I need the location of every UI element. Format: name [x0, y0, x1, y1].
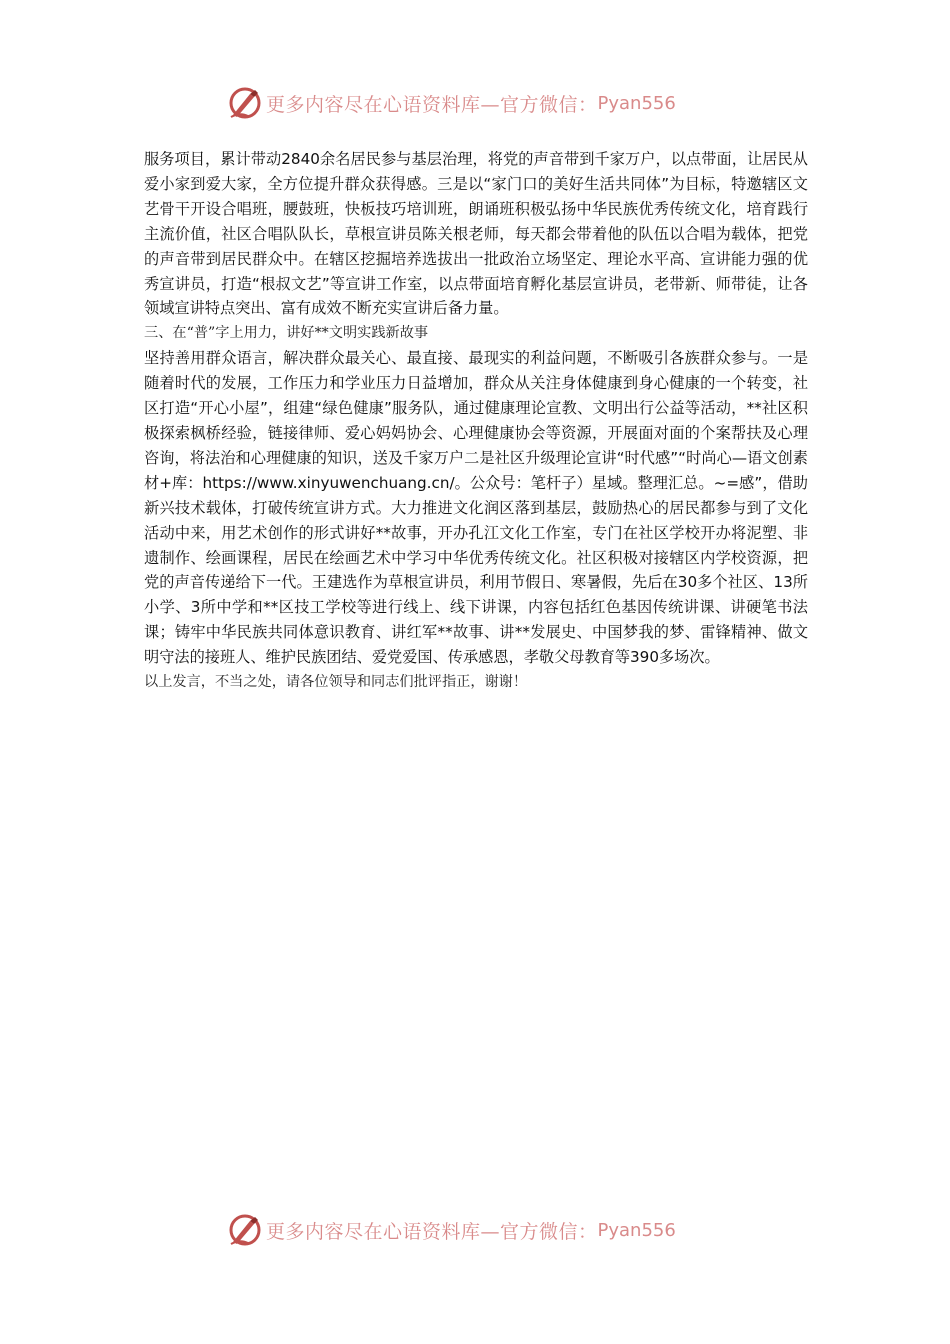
paragraph-1: 服务项目，累计带动2840余名居民参与基层治理，将党的声音带到千家万户，以点带面，让居民从爱小家到爱大家，全方位提升群众获得感。三是以“家门口的美好生活共同体”为目标，特邀辖区文艺骨干开设合唱班，腰鼓班，快板技巧培训班，朗诵班积极弘扬中华民族优秀传统文化，培育践行主流价值，社区合唱队队长，草根宣讲员陈关根老师，每天都会带着他的队伍以合唱为载体，把党的声音带到居民群众中。在辖区挖掘培养选拔出一批政治立场坚定、理论水平高、宣讲能力强的优秀宣讲员，打造“根叔文艺”等宣讲工作室，以点带面培育孵化基层宣讲员，老带新、师带徒，让各领域宣讲特点突出、富有成效不断充实宣讲后备力量。 [144, 150, 808, 318]
banner-text: 更多内容尽在心语资料库—官方微信： [266, 93, 598, 116]
paragraph-2: 坚持善用群众语言，解决群众最关心、最直接、最现实的利益问题，不断吸引各族群众参与。一是随着时代的发展，工作压力和学业压力日益增加，群众从关注身体健康到身心健康的一个转变，社区打造“开心小屋”，组建“绿色健康”服务队，通过健康理论宣教、文明出行公益等活动，**社区积极探索枫桥经验，链接律师、爱心妈妈协会、心理健康协会等资源，开展面对面的个案帮扶及心理咨询，将法治和心理健康的知识，送及千家万户二是社区升级理论宣讲“时代感”“时尚心—语文创素材+库：https://www.xinyuwenchuang.cn/。公众号：笔杆子）星域。整理汇总。~=感”，借助新兴技术载体，打破传统宣讲方式。大力推进文化润区落到基层，鼓励热心的居民都参与到了文化活动中来，用艺术创作的形式讲好**故事，开办孔江文化工作室，专门在社区学校开办将泥塑、非遗制作、绘画课程，居民在绘画艺术中学习中华优秀传统文化。社区积极对接辖区内学校资源，把党的声音传递给下一代。王建选作为草根宣讲员，利用节假日、寒暑假，先后在30多个社区、13所小学、3所中学和**区技工学校等进行线上、线下讲课，内容包括红色基因传统讲课、讲硬笔书法课；铸牢中华民族共同体意识教育、讲红军**故事、讲**发展史、中国梦我的梦、雷锋精神、做文明守法的接班人、维护民族团结、爱党爱国、传承感恩，孝敬父母教育等390多场次。 [144, 349, 808, 667]
document-body [144, 147, 808, 695]
footer-banner [228, 1212, 722, 1248]
header-banner [228, 85, 722, 121]
closing-remark: 以上发言，不当之处，请各位领导和同志们批评指正，谢谢！ [144, 674, 528, 691]
pen-in-circle-icon [228, 86, 262, 120]
section-heading-3: 三、在“普”字上用力，讲好**文明实践新故事 [144, 325, 429, 342]
banner-text: 更多内容尽在心语资料库—官方微信： [266, 1220, 598, 1243]
banner-wechat-id: Pyan556 [597, 92, 676, 114]
pen-in-circle-icon [228, 1213, 262, 1247]
banner-wechat-id: Pyan556 [597, 1219, 676, 1241]
